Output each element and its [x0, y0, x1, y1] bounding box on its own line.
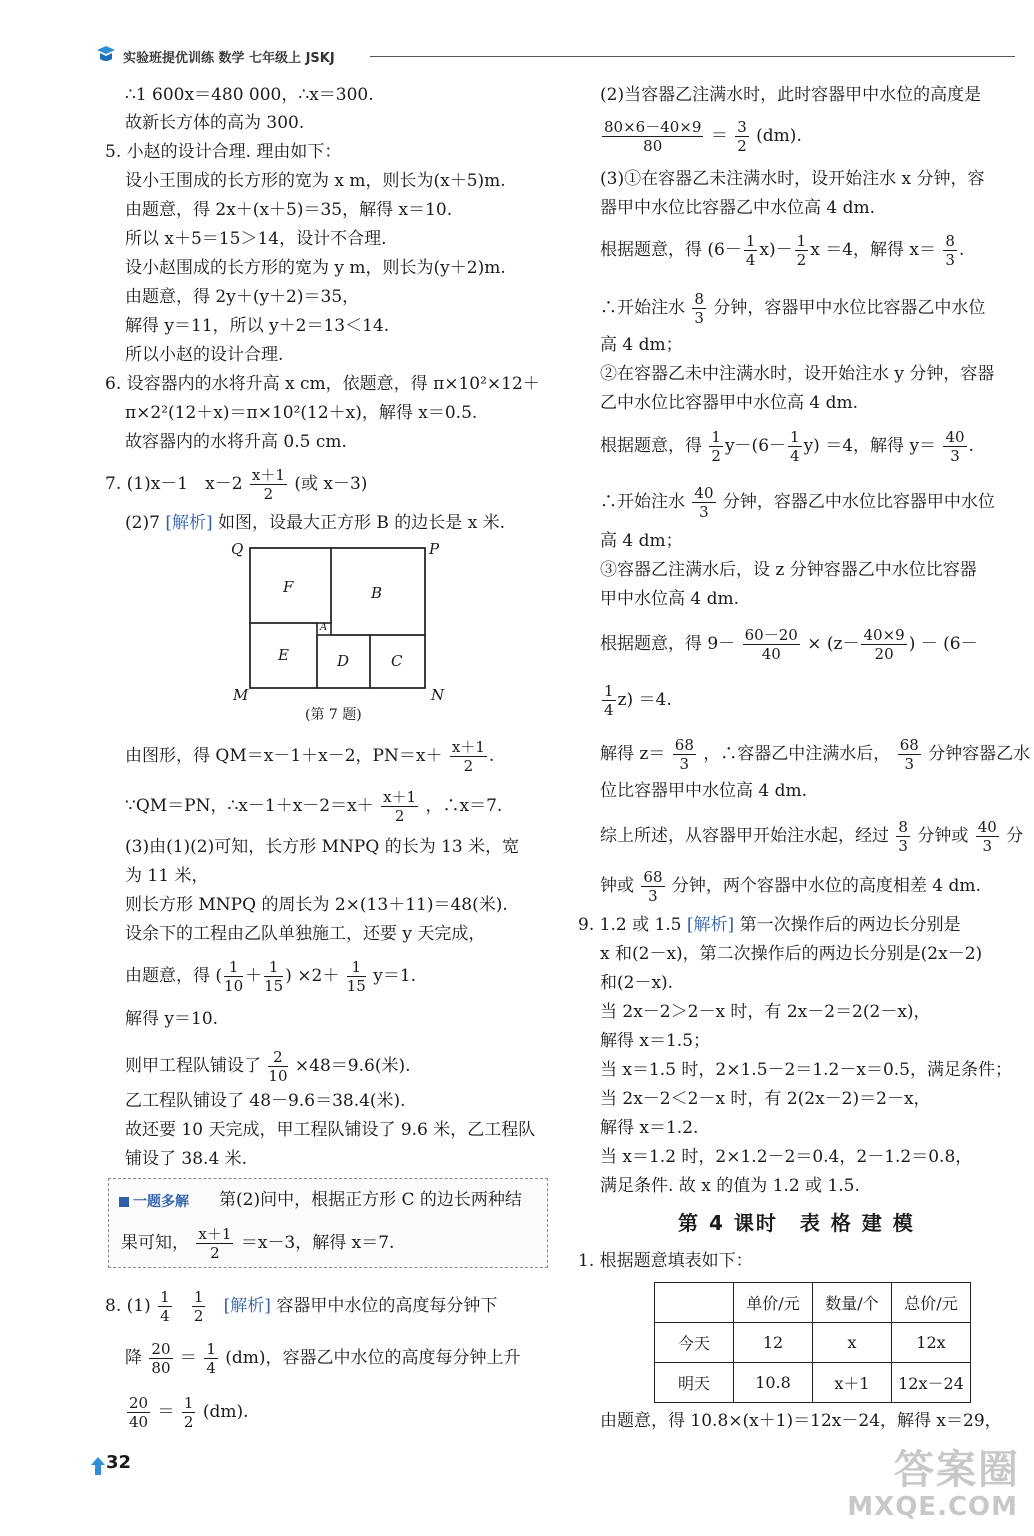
book-logo-icon	[95, 44, 117, 66]
text-line	[600, 818, 1023, 855]
text-span: 果可知，	[121, 1233, 189, 1253]
text-span: 则甲工程队铺设了	[125, 1056, 261, 1076]
text-span: 分钟或	[917, 826, 969, 846]
header-rule	[370, 56, 1015, 57]
text-line: 5. 小赵的设计合理. 理由如下：	[105, 142, 342, 162]
text-line: 6. 设容器内的水将升高 x cm，依题意，得 π×10²×12＋	[105, 374, 540, 394]
fraction: $\frac{80\times 6-40\times 9}{80}$	[604, 118, 702, 155]
text-line: 由题意，得 2x＋(x＋5)＝35，解得 x＝10.	[125, 200, 453, 220]
text-line: 由题意，得 2y＋(y＋2)＝35，	[125, 287, 360, 307]
squares-diagram	[125, 460, 465, 730]
text-span: 由题意，得	[125, 966, 210, 986]
text-span: (或 x－3)	[294, 474, 368, 494]
text-line: 所以 x＋5＝15＞14，设计不合理.	[125, 229, 387, 249]
text-line: 故还要 10 天完成，甲工程队铺设了 9.6 米，乙工程队	[125, 1120, 536, 1140]
text-line	[125, 1048, 411, 1085]
fraction: $\frac{1}{4}$	[745, 232, 756, 269]
label-P: P	[429, 540, 440, 558]
table-header-cell: 总价/元	[892, 1283, 971, 1323]
analysis-tag: [解析]	[223, 1296, 271, 1316]
figure-caption: (第 7 题)	[305, 707, 362, 723]
text-span: ＝x－3，解得 x＝7.	[240, 1233, 395, 1253]
text-span: －	[920, 634, 938, 654]
watermark-text: 答案圈	[894, 1447, 1020, 1493]
fraction: $\frac{20}{80}$	[151, 1340, 171, 1377]
watermark	[844, 1438, 1024, 1528]
watermark-url: MXQE.COM	[847, 1492, 1018, 1522]
text-line: 根据题意，得 (6－ $\frac{1}{4}$ x)－ $\frac{1}{2}$ x ＝4，解得 x＝ $\frac{8}{3}$ .	[600, 232, 965, 269]
text-span: ＝4.	[638, 690, 672, 710]
text-span: (dm).	[202, 1402, 249, 1422]
fraction: $\frac{2}{10}$	[268, 1048, 288, 1085]
fraction: $\frac{1}{15}$	[264, 958, 284, 995]
fraction: $\frac{40\times 9}{20}$	[863, 626, 905, 663]
text-span: ＝4，解得 x＝	[825, 240, 936, 260]
table-cell: x＋1	[813, 1363, 892, 1403]
text-span: 分钟，容器乙中水位比容器甲中水位	[722, 492, 995, 512]
page-arrow-icon	[90, 1456, 106, 1476]
fraction: $\frac{1}{2}$	[796, 232, 807, 269]
text-span: ×	[807, 634, 822, 654]
text-line	[600, 736, 1030, 773]
text-span: 降	[125, 1348, 142, 1368]
text-span: 根据题意，得	[600, 436, 702, 456]
fraction: $\frac{x+1}{2}$	[383, 788, 417, 825]
fraction: $\frac{1}{2}$	[183, 1394, 194, 1431]
text-line: 当 x＝1.2 时，2×1.2－2＝0.4，2－1.2＝0.8，	[600, 1147, 973, 1167]
text-span: 钟或	[600, 876, 634, 896]
text-span: 分钟，容器甲中水位比容器乙中水位	[713, 298, 986, 318]
label-B: B	[371, 584, 383, 602]
text-span: y＝1.	[373, 966, 417, 986]
fraction: $\frac{x+1}{2}$	[251, 466, 285, 503]
text-line: $\frac{1}{4}$ z) ＝4.	[604, 682, 672, 719]
text-line: 第(2)问中，根据正方形 C 的边长两种结	[219, 1190, 522, 1210]
fraction: $\frac{40}{3}$	[977, 818, 997, 855]
fraction: $\frac{1}{10}$	[224, 958, 244, 995]
table-header-cell: 数量/个	[813, 1283, 892, 1323]
text-line: 设小王围成的长方形的宽为 x m，则长为(x＋5)m.	[125, 171, 506, 191]
text-line: 由图形，得 QM＝x－1＋x－2，PN＝x＋ $\frac{x+1}{2}$ .	[125, 738, 495, 775]
text-span: 根据题意，得 9－	[600, 634, 736, 654]
table-cell: 12x－24	[892, 1363, 971, 1403]
text-line: (3)由(1)(2)可知，长方形 MNPQ 的长为 13 米，宽	[125, 837, 520, 857]
text-line	[125, 1394, 249, 1431]
question-7-figure	[125, 460, 465, 730]
text-line: 为 11 米，	[125, 866, 209, 886]
multiple-solutions-tip	[108, 1178, 548, 1268]
price-table	[654, 1282, 971, 1403]
table-cell: 今天	[655, 1323, 734, 1363]
fraction: $\frac{20}{40}$	[129, 1394, 149, 1431]
text-line: 位比容器甲中水位高 4 dm.	[600, 781, 808, 801]
text-line: ②在容器乙未中注满水时，设开始注水 y 分钟，容器	[600, 364, 995, 384]
table-header-cell	[655, 1283, 734, 1323]
page-number-text: 32	[106, 1452, 132, 1473]
table-row	[655, 1323, 971, 1363]
fraction: $\frac{1}{4}$	[160, 1288, 170, 1325]
text-span: ＝	[157, 1402, 175, 1422]
label-D: D	[337, 652, 350, 670]
text-line: 由题意，得 ( $\frac{1}{10}$ ＋ $\frac{1}{15}$ ) ×2＋ $\frac{1}{15}$ y＝1.	[125, 958, 417, 995]
label-M: M	[233, 686, 249, 704]
text-line: 和(2－x).	[600, 973, 674, 993]
fraction: $\frac{8}{3}$	[945, 232, 955, 269]
text-line: 铺设了 38.4 米.	[125, 1149, 248, 1169]
table-cell: 12x	[892, 1323, 971, 1363]
text-span: ∴开始注水	[600, 492, 685, 512]
text-line: 根据题意，得 $\frac{1}{2}$ y－(6－ $\frac{1}{4}$ y) ＝4，解得 y＝ $\frac{40}{3}$ .	[600, 428, 974, 465]
text-line: 甲中水位高 4 dm.	[600, 589, 740, 609]
text-span: 容器甲中水位的高度每分钟下	[276, 1296, 498, 1316]
label-C: C	[391, 652, 403, 670]
label-A: A	[320, 622, 328, 633]
text-span: 8. (1)	[105, 1296, 151, 1316]
text-line: ∴1 600x＝480 000，∴x＝300.	[125, 85, 374, 105]
text-line: 乙中水位比容器甲中水位高 4 dm.	[600, 393, 859, 413]
fraction: $\frac{68}{3}$	[643, 868, 663, 905]
text-span: 分钟容器乙水	[928, 744, 1031, 764]
text-line: 设小赵围成的长方形的宽为 y m，则长为(y＋2)m.	[125, 258, 506, 278]
fraction: $\frac{1}{15}$	[346, 958, 366, 995]
fraction: $\frac{x+1}{2}$	[198, 1225, 232, 1262]
text-span: (dm).	[756, 126, 802, 146]
text-span: ×48＝9.6(米).	[294, 1056, 411, 1076]
table-cell: 明天	[655, 1363, 734, 1403]
text-line: 则长方形 MNPQ 的周长为 2×(13＋11)＝48(米).	[125, 895, 508, 915]
table-cell: 12	[734, 1323, 813, 1363]
text-line: 故新长方体的高为 300.	[125, 113, 305, 133]
text-span: ＝4，解得 y＝	[825, 436, 937, 456]
text-line: 所以小赵的设计合理.	[125, 345, 284, 365]
label-E: E	[278, 646, 289, 664]
fraction: $\frac{8}{3}$	[694, 290, 704, 327]
text-span: 分	[1006, 826, 1024, 846]
fraction: $\frac{40}{3}$	[694, 484, 714, 521]
fraction: $\frac{3}{2}$	[737, 118, 747, 155]
text-line: 高 4 dm；	[600, 531, 683, 551]
text-span: (dm)，容器乙中水位的高度每分钟上升	[225, 1348, 521, 1368]
table-cell: 10.8	[734, 1363, 813, 1403]
text-line: 根据题意，得 9－ $\frac{60-20}{40}$ × (z－ $\frac{40\times 9}{20}$ ) － (6－	[600, 626, 978, 663]
text-span: ∵QM＝PN，∴x－1＋x－2＝x＋	[125, 796, 374, 816]
fraction: $\frac{40}{3}$	[945, 428, 965, 465]
label-F: F	[283, 578, 294, 596]
text-line: x 和(2－x)，第二次操作后的两边长分别是(2x－2)	[600, 944, 983, 964]
text-span: ，∴x＝7.	[425, 796, 503, 816]
fraction: $\frac{1}{4}$	[206, 1340, 216, 1377]
table-header-cell: 单价/元	[734, 1283, 813, 1323]
text-line: 解得 x＝1.2.	[600, 1118, 699, 1138]
text-span: 9. 1.2 或 1.5	[578, 915, 682, 935]
text-line	[600, 484, 995, 521]
text-line: 设余下的工程由乙队单独施工，还要 y 天完成，	[125, 924, 486, 944]
table-cell: x	[813, 1323, 892, 1363]
text-line: 1. 根据题意填表如下：	[578, 1251, 753, 1271]
text-span: ×2＋	[297, 966, 340, 986]
text-line: (3)①在容器乙未注满水时，设开始注水 x 分钟，容	[600, 169, 985, 189]
book-title: 实验班提优训练 数学 七年级上 JSKJ	[123, 51, 335, 66]
text-line: 当 x＝1.5 时，2×1.5－2＝1.2－x＝0.5，满足条件；	[600, 1060, 1013, 1080]
text-line	[578, 914, 961, 936]
page-number	[90, 1452, 136, 1480]
text-span: 解得 z＝	[600, 744, 666, 764]
text-line: 满足条件. 故 x 的值为 1.2 或 1.5.	[600, 1176, 860, 1196]
text-span: ＝	[179, 1348, 197, 1368]
text-line	[121, 1225, 394, 1262]
text-span: 第一次操作后的两边长分别是	[739, 915, 961, 935]
fraction: $\frac{x+1}{2}$	[451, 738, 485, 775]
text-line: 器甲中水位比容器乙中水位高 4 dm.	[600, 198, 876, 218]
fraction: $\frac{1}{2}$	[711, 428, 721, 465]
analysis-tag: [解析]	[686, 915, 735, 935]
text-span: ∴开始注水	[600, 298, 685, 318]
text-line: 高 4 dm；	[600, 335, 683, 355]
text-line: 解得 x＝1.5；	[600, 1031, 711, 1051]
label-N: N	[431, 686, 445, 704]
text-span: 7. (1)x－1 x－2	[105, 474, 243, 494]
text-line	[600, 868, 981, 905]
fraction: $\frac{1}{4}$	[790, 428, 800, 465]
text-line: 解得 y＝11，所以 y＋2＝13＜14.	[125, 316, 390, 336]
table-row	[655, 1363, 971, 1403]
text-span: ，∴容器乙中注满水后，	[703, 744, 891, 764]
text-line: π×2²(12＋x)＝π×10²(12＋x)，解得 x＝0.5.	[125, 403, 478, 423]
text-line: 乙工程队铺设了 48－9.6＝38.4(米).	[125, 1091, 406, 1111]
text-line	[105, 1288, 497, 1325]
text-line	[125, 1340, 521, 1377]
text-line: 故容器内的水将升高 0.5 cm.	[125, 432, 347, 452]
text-line	[600, 290, 985, 327]
text-span: 分钟，两个容器中水位的高度相差 4 dm.	[671, 876, 981, 896]
fraction: $\frac{68}{3}$	[674, 736, 694, 773]
text-line	[125, 788, 502, 825]
label-Q: Q	[231, 540, 244, 558]
text-span: 根据题意，得	[600, 240, 702, 260]
text-line: 由题意，得 10.8×(x＋1)＝12x－24，解得 x＝29，	[600, 1411, 1002, 1431]
text-span: 由图形，得 QM＝x－1＋x－2，PN＝x＋	[125, 746, 443, 766]
lesson-title: 第 4 课时 表 格 建 模	[678, 1211, 915, 1235]
text-span: ＝	[710, 126, 728, 146]
fraction: $\frac{1}{2}$	[193, 1288, 204, 1325]
text-line: 当 2x－2＞2－x 时，有 2x－2＝2(2－x)，	[600, 1002, 931, 1022]
analysis-tag: [解析]	[165, 513, 213, 533]
page-header	[95, 44, 1015, 68]
fraction: $\frac{60-20}{40}$	[744, 626, 798, 663]
fraction: $\frac{68}{3}$	[899, 736, 919, 773]
text-line: 当 2x－2＜2－x 时，有 2(2x－2)＝2－x，	[600, 1089, 931, 1109]
fraction: $\frac{8}{3}$	[898, 818, 908, 855]
text-span: 如图，设最大正方形 B 的边长是 x 米.	[217, 513, 506, 533]
text-line	[600, 118, 802, 155]
table-header-row	[655, 1283, 971, 1323]
text-line: ③容器乙注满水后，设 z 分钟容器乙中水位比容器	[600, 560, 977, 580]
tip-badge: 一题多解	[119, 1191, 189, 1211]
text-span: 综上所述，从容器甲开始注水起，经过	[600, 826, 889, 846]
text-line: 解得 y＝10.	[125, 1009, 219, 1029]
text-line: (2)当容器乙注满水时，此时容器甲中水位的高度是	[600, 85, 982, 105]
fraction: $\frac{1}{4}$	[604, 682, 614, 719]
text-span: (2)7	[125, 513, 160, 533]
